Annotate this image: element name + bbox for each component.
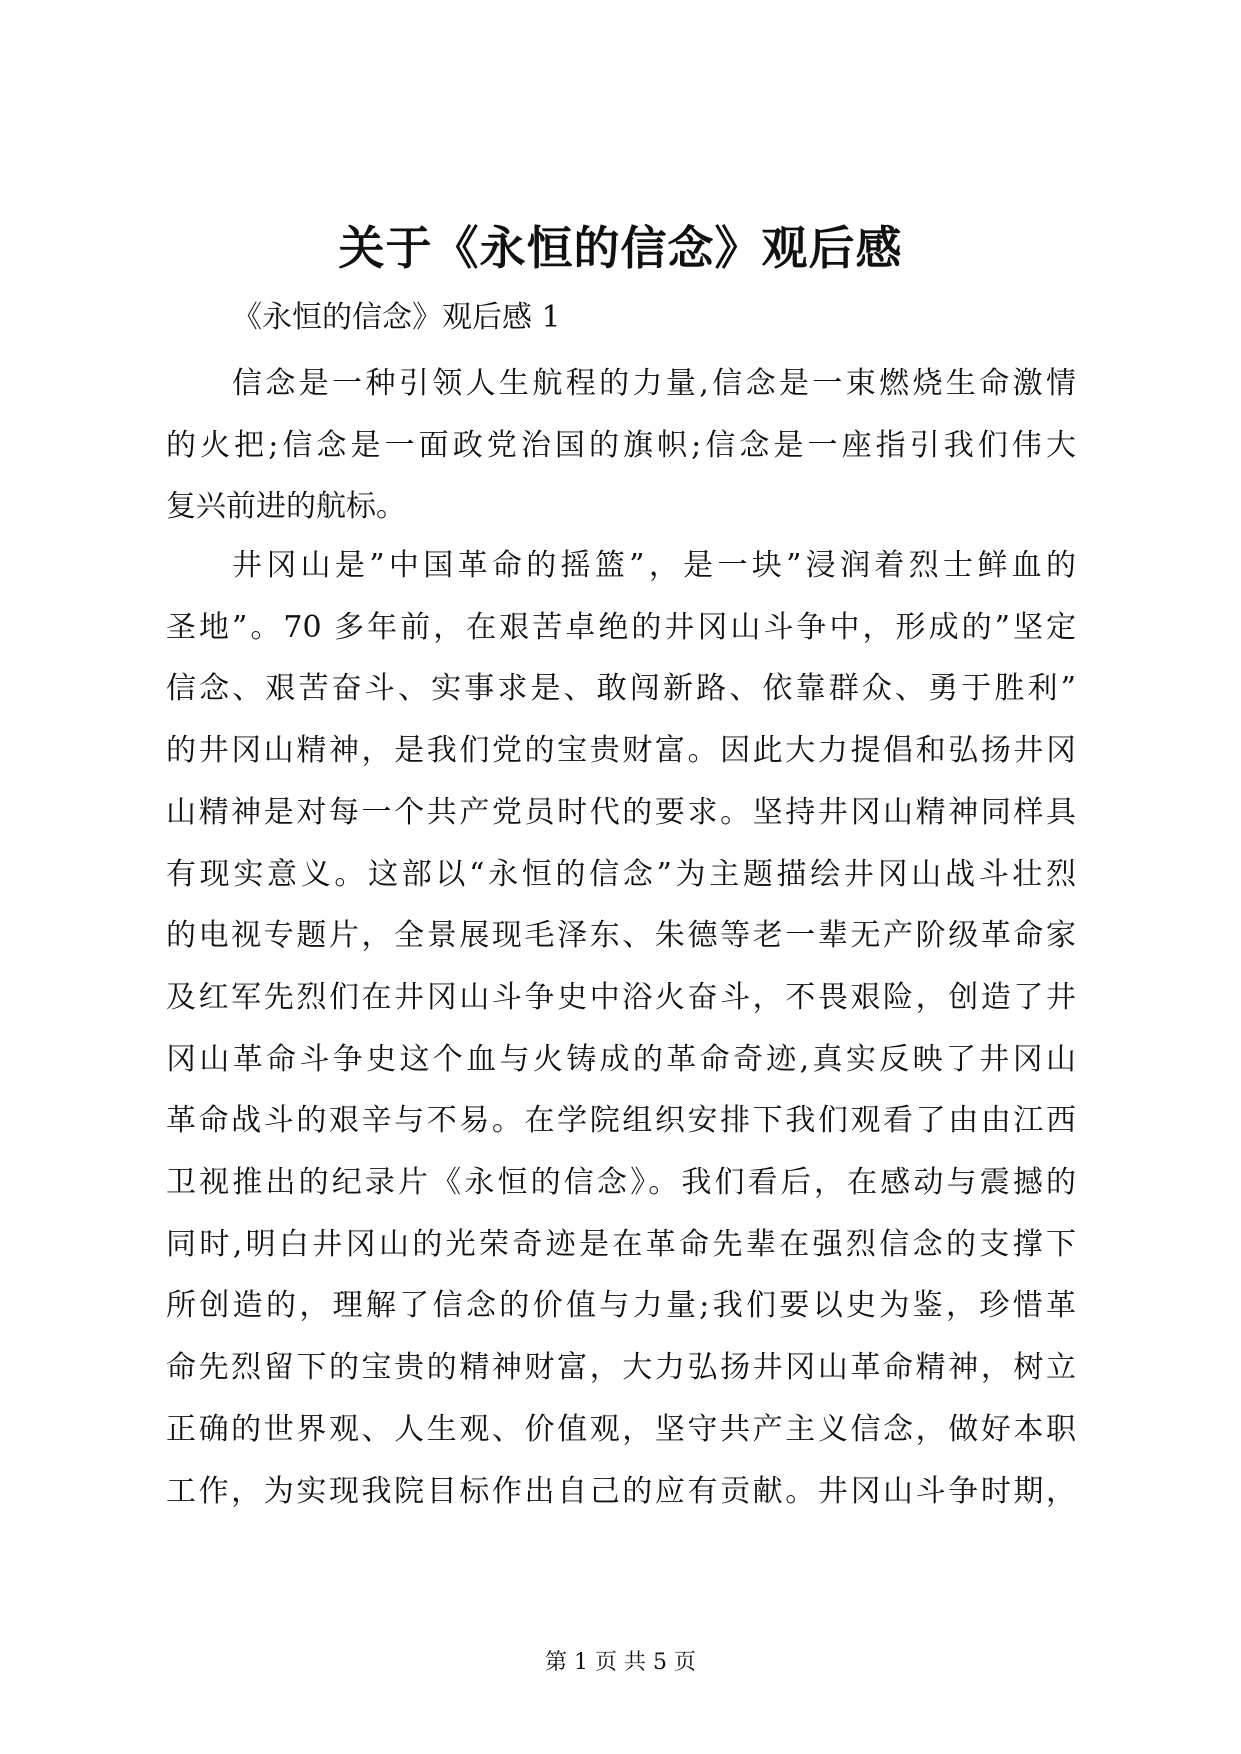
paragraph-line: 圣地”。70 多年前，在艰苦卓绝的井冈山斗争中，形成的”坚定 [166,609,1076,645]
paragraph-line: 命先烈留下的宝贵的精神财富，大力弘扬井冈山革命精神，树立 [166,1350,1076,1386]
paragraph-line: 卫视推出的纪录片《永恒的信念》。我们看后，在感动与震撼的 [166,1165,1076,1201]
paragraph-line: 的电视专题片，全景展现毛泽东、朱德等老一辈无产阶级革命家 [166,918,1076,954]
paragraph-line: 冈山革命斗争史这个血与火铸成的革命奇迹,真实反映了井冈山 [166,1041,1076,1077]
paragraph-line: 及红军先烈们在井冈山斗争史中浴火奋斗，不畏艰险，创造了井 [166,979,1076,1015]
paragraph-line: 正确的世界观、人生观、价值观，坚守共产主义信念，做好本职 [166,1411,1076,1447]
paragraph-line: 井冈山是”中国革命的摇篮”，是一块”浸润着烈士鲜血的 [232,548,1076,583]
section-heading: 《永恒的信念》观后感 1 [232,300,561,335]
paragraph-1 [166,353,1076,538]
paragraph-line: 工作，为实现我院目标作出自己的应有贡献。井冈山斗争时期， [166,1473,1076,1509]
paragraph-line: 复兴前进的航标。 [166,489,406,525]
paragraph-line: 信念、艰苦奋斗、实事求是、敢闯新路、依靠群众、勇于胜利” [166,671,1076,707]
paragraph-line: 的火把;信念是一面政党治国的旗帜;信念是一座指引我们伟大 [166,427,1076,463]
paragraph-line: 所创造的，理解了信念的价值与力量;我们要以史为鉴，珍惜革 [166,1288,1076,1324]
paragraph-line: 革命战斗的艰辛与不易。在学院组织安排下我们观看了由由江西 [166,1103,1076,1139]
paragraph-line: 同时,明白井冈山的光荣奇迹是在革命先辈在强烈信念的支撑下 [166,1226,1076,1262]
page-indicator: 第 1 页 共 5 页 [545,1650,696,1675]
paragraph-line: 信念是一种引领人生航程的力量,信念是一束燃烧生命激情 [232,366,1076,401]
paragraph-line: 有现实意义。这部以“永恒的信念”为主题描绘井冈山战斗壮烈 [166,856,1076,892]
document-title: 关于《永恒的信念》观后感 [338,221,903,275]
page-footer [0,1648,1241,1678]
paragraph-2 [166,535,1076,1522]
paragraph-line: 山精神是对每一个共产党员时代的要求。坚持井冈山精神同样具 [166,794,1076,830]
paragraph-line: 的井冈山精神，是我们党的宝贵财富。因此大力提倡和弘扬井冈 [166,733,1076,769]
